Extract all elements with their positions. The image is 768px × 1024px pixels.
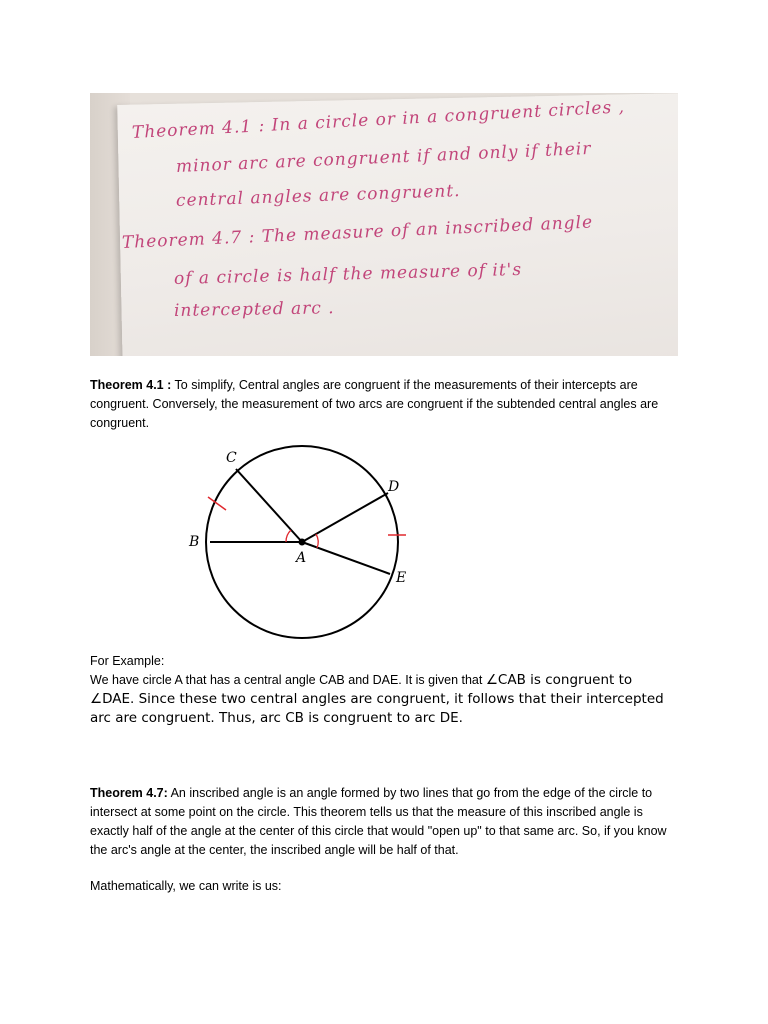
segment-AD: [302, 493, 388, 542]
segment-AC: [236, 469, 302, 542]
math-intro-text: Mathematically, we can write is us:: [90, 879, 282, 893]
center-point-A: [299, 539, 306, 546]
example-line-sans: We have circle A that has a central angle CAB and DAE. It is given that: [90, 673, 486, 687]
theorem-4-7-body: An inscribed angle is an angle formed by two lines that go from the edge of the circle to intersect at some point on the circle. This theorem tells us that the measure of this inscribed angle is exactly half of the angle at the center of this circle that would "open up" to that same arc. So, if you know the arc's angle at the center, the inscribed angle will be half of that.: [90, 786, 667, 857]
label-C: C: [226, 450, 237, 466]
theorem-4-1-heading: Theorem 4.1 :: [90, 378, 172, 392]
label-B: B: [189, 534, 200, 550]
theorem-4-1-paragraph: [90, 376, 680, 433]
handwritten-line-4: Theorem 4.7 : The measure of an inscribed angle: [121, 212, 594, 253]
handwritten-notes-photo: [90, 93, 678, 356]
example-paragraph: [90, 652, 680, 728]
handwritten-line-3: central angles are congruent.: [175, 181, 461, 211]
label-D: D: [388, 479, 400, 495]
angle-mark-DAE: [316, 534, 318, 548]
example-line-rest: ∠CAB is congruent to ∠DAE. Since these two central angles are congruent, it follows that their intercepted arc are congruent. Thus, arc CB is congruent to arc DE.: [90, 672, 664, 726]
theorem-4-1-body: To simplify, Central angles are congruent if the measurements of their intercepts are congruent. Conversely, the measurement of two arcs are congruent if the subtended central angles are congruent.: [90, 378, 659, 430]
label-A: A: [296, 550, 307, 566]
handwritten-line-5: of a circle is half the measure of it's: [173, 259, 523, 289]
handwritten-line-2: minor arc are congruent if and only if their: [175, 138, 592, 177]
example-intro: For Example:: [90, 654, 165, 668]
handwritten-line-1: Theorem 4.1 : In a circle or in a congruent circles ,: [131, 97, 626, 143]
angle-mark-CAB: [286, 530, 291, 542]
theorem-4-7-paragraph: [90, 784, 680, 860]
label-E: E: [396, 570, 407, 586]
theorem-4-7-heading: Theorem 4.7:: [90, 786, 168, 800]
handwritten-line-6: intercepted arc .: [173, 298, 335, 321]
segment-AE: [302, 542, 390, 574]
circle-diagram: [170, 440, 440, 650]
